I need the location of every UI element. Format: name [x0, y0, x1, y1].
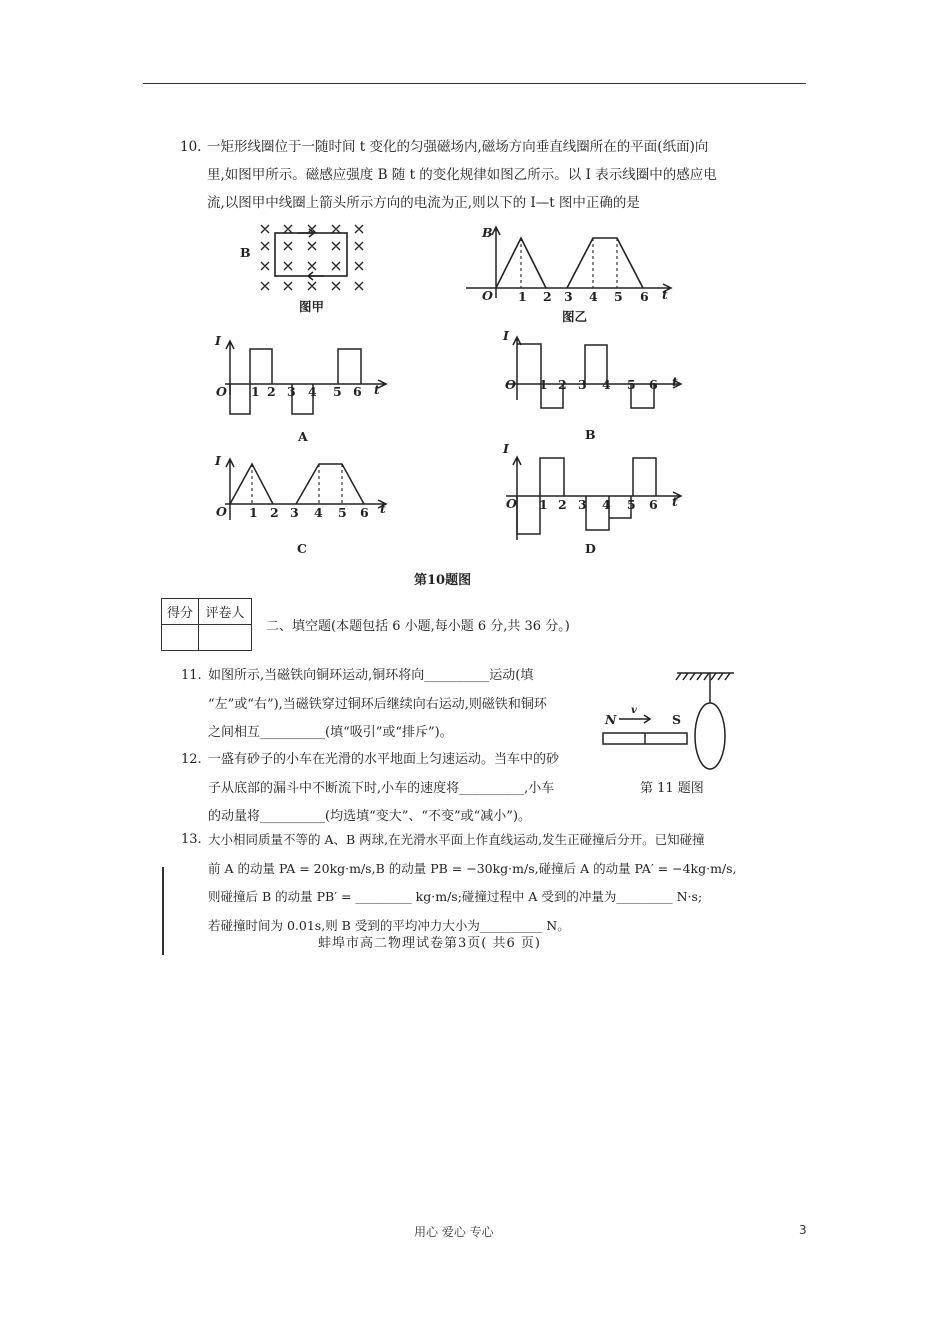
margin-bar	[162, 867, 164, 955]
question-line: 子从底部的漏斗中不断流下时,小车的速度将__________,小车	[208, 780, 555, 796]
figure-11-caption: 第 11 题图	[640, 781, 704, 796]
tick-label: 5	[627, 497, 636, 512]
bottom-slogan: 用心 爱心 专心	[414, 1225, 494, 1239]
i-axis-label: I	[215, 333, 221, 348]
option-b-graph	[506, 337, 681, 408]
t-axis-label: t	[374, 382, 380, 397]
question-11	[208, 662, 603, 748]
velocity-label: v	[631, 705, 637, 716]
question-line: 流,以图甲中线圈上箭头所示方向的电流为正,则以下的 I—t 图中正确的是	[207, 195, 640, 211]
question-line: 之间相互__________(填“吸引”或“排斥”)。	[208, 725, 453, 740]
question-line: 一盛有砂子的小车在光滑的水平地面上匀速运动。当车中的砂	[208, 752, 560, 767]
page-footer: 蚌埠市高二物理试卷第3页( 共6 页)	[318, 936, 541, 951]
tick-label: 5	[333, 384, 342, 399]
question-12	[208, 746, 603, 832]
tick-label: 4	[602, 377, 611, 392]
tick-label: 6	[649, 377, 658, 392]
tick-label: 1	[539, 377, 548, 392]
tick-label: 4	[308, 384, 317, 399]
section-2-title: 二、填空题(本题包括 6 小题,每小题 6 分,共 36 分。)	[266, 619, 570, 634]
tick-label: 1	[539, 497, 548, 512]
tick-label: 2	[543, 289, 552, 304]
b-curve	[496, 238, 643, 288]
option-c-label: C	[297, 541, 307, 556]
option-d-label: D	[585, 541, 596, 556]
tick-label: 6	[353, 384, 362, 399]
coil-arrow-bottom	[308, 272, 324, 280]
figure-jia	[261, 225, 363, 290]
grader-cell[interactable]	[199, 625, 252, 651]
tick-label: 3	[578, 497, 587, 512]
tick-label: 4	[589, 289, 598, 304]
ceiling	[676, 673, 734, 680]
question-line: 如图所示,当磁铁向铜环运动,铜环将向__________运动(填	[208, 668, 534, 683]
question-11-number: 11.	[181, 668, 202, 683]
question-line: 大小相同质量不等的 A、B 两球,在光滑水平面上作直线运动,发生正碰撞后分开。已知碰撞	[208, 832, 705, 847]
tick-label: 3	[290, 505, 299, 520]
tick-label: 1	[251, 384, 260, 399]
tick-label: 1	[249, 505, 258, 520]
velocity-arrow	[619, 715, 650, 723]
figure-jia-b-label: B	[240, 245, 251, 260]
question-line: 的动量将__________(均选填“变大”、“不变”或“减小”)。	[208, 809, 532, 824]
tick-label: 6	[640, 289, 649, 304]
question-line: 里,如图甲所示。磁感应强度 B 随 t 的变化规律如图乙所示。以 I 表示线圈中的感应电	[207, 167, 717, 183]
tick-label: 2	[267, 384, 276, 399]
t-axis-label: t	[672, 374, 678, 389]
question-line: “左”或“右”),当磁铁穿过铜环后继续向右运动,则磁铁和铜环	[208, 696, 547, 712]
figure-yi	[466, 227, 671, 298]
question-13-number: 13.	[181, 832, 202, 847]
option-a-graph	[225, 341, 386, 414]
tick-label: 5	[338, 505, 347, 520]
score-table	[161, 598, 252, 651]
question-12-number: 12.	[181, 752, 202, 767]
tick-label: 6	[649, 497, 658, 512]
origin-label: O	[482, 288, 493, 303]
t-axis-label: t	[672, 494, 678, 509]
t-axis-label: t	[380, 501, 386, 516]
question-line: 则碰撞后 B 的动量 PB′ = _________ kg·m/s;碰撞过程中 A 受到的冲量为_________ N·s;	[208, 889, 703, 904]
magnet-n-label: N	[605, 712, 617, 727]
figure-jia-caption: 图甲	[299, 299, 325, 314]
b-axis-label: B	[482, 225, 493, 240]
origin-label: O	[505, 377, 516, 392]
q11-figure	[603, 673, 734, 769]
score-header: 得分	[162, 599, 199, 625]
tick-label: 6	[360, 505, 369, 520]
origin-label: O	[216, 384, 227, 399]
magnet-s-label: S	[672, 712, 682, 727]
tick-label: 4	[602, 497, 611, 512]
figure-10-caption: 第10题图	[414, 573, 472, 588]
option-a-label: A	[298, 429, 308, 444]
tick-label: 3	[564, 289, 573, 304]
option-b-label: B	[585, 427, 596, 442]
tick-label: 5	[614, 289, 623, 304]
tick-label: 2	[270, 505, 279, 520]
tick-label: 4	[314, 505, 323, 520]
origin-label: O	[506, 496, 517, 511]
copper-ring	[695, 703, 725, 769]
question-line: 前 A 的动量 PA = 20kg·m/s,B 的动量 PB = −30kg·m/s,碰撞后 A 的动量 PA′ = −4kg·m/s,	[208, 860, 737, 876]
page-number: 3	[799, 1223, 807, 1237]
tick-label: 3	[287, 384, 296, 399]
coil-loop	[275, 233, 347, 276]
tick-label: 1	[518, 289, 527, 304]
tick-label: 3	[578, 377, 587, 392]
question-line: 一矩形线圈位于一随时间 t 变化的匀强磁场内,磁场方向垂直线圈所在的平面(纸面)向	[207, 139, 709, 155]
i-axis-label: I	[215, 453, 221, 468]
t-axis-label: t	[662, 287, 668, 302]
tick-label: 5	[627, 377, 636, 392]
question-number: 10.	[180, 139, 202, 155]
score-cell[interactable]	[162, 625, 199, 651]
grader-header: 评卷人	[199, 599, 252, 625]
question-line: 若碰撞时间为 0.01s,则 B 受到的平均冲力大小为__________ N。	[208, 917, 570, 933]
i-axis-label: I	[503, 328, 509, 343]
coil-arrow-top	[298, 229, 314, 237]
b-dash	[521, 238, 617, 288]
origin-label: O	[216, 504, 227, 519]
tick-label: 2	[558, 377, 567, 392]
figure-yi-caption: 图乙	[562, 309, 588, 324]
i-axis-label: I	[503, 441, 509, 456]
tick-label: 2	[558, 497, 567, 512]
question-13	[208, 826, 778, 940]
